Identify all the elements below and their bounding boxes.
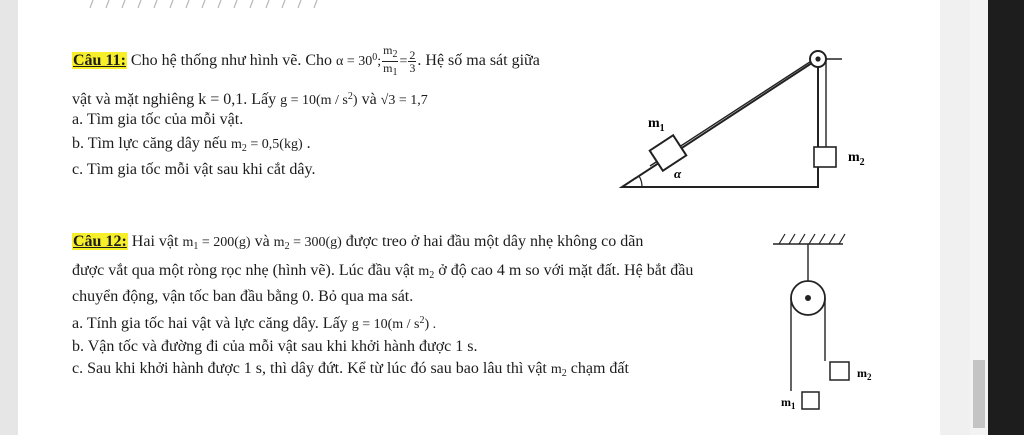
q12-line-2: được vắt qua một ròng rọc nhẹ (hình vẽ). Lúc đầu vật $m_2$ ở độ cao 4 m so với mặt đất. Hệ bắt đầu <box>72 262 694 281</box>
q11-intro: Cho hệ thống như hình vẽ. Cho <box>126 52 337 70</box>
q12-item-b: b. Vận tốc và đường đi của mỗi vật sau khi khởi hành được 1 s. <box>72 338 478 355</box>
q11-label: Câu 11: <box>73 52 126 70</box>
q11-friction: . Hệ số ma sát giữa <box>417 52 540 70</box>
q11-item-a: a. Tìm gia tốc của mỗi vật. <box>72 111 244 128</box>
q12-line-1: Câu 12: Hai vật $m_1 = 200(g)$ và $m_2 = 300(g)$ được treo ở hai đầu một dây nhẹ không co dãn <box>73 233 644 252</box>
label-m1: $m_1$ <box>781 395 796 411</box>
q11-line-1: Câu 11: Cho hệ thống như hình vẽ. Cho $\alpha = 30^0$; $\frac{m_2}{m_1}$ = $\frac{2}{3}$ . Hệ số ma sát giữa <box>73 43 540 78</box>
window-frame-edge <box>988 0 1024 435</box>
q11-line-2: vật và mặt nghiêng k = 0,1. Lấy $g = 10(m / s^2)$ và √3 = 1,7 <box>72 91 428 108</box>
q12-item-a: a. Tính gia tốc hai vật và lực căng dây. Lấy $g = 10(m / s^2)$ . <box>72 315 437 332</box>
q11-ratio-value: $\frac{2}{3}$ <box>409 48 416 75</box>
document-page <box>18 0 940 435</box>
q11-item-c: c. Tìm gia tốc mỗi vật sau khi cắt dây. <box>72 161 316 178</box>
top-hatch-marks <box>88 0 328 8</box>
q12-line-3: chuyển động, vận tốc ban đầu bằng 0. Bỏ qua ma sát. <box>72 288 414 305</box>
left-gutter <box>0 0 18 435</box>
block-m1 <box>802 392 819 409</box>
q11-item-b: b. Tìm lực căng dây nếu $m_2 = 0,5(kg)$ . <box>72 135 311 154</box>
label-m1: $m_1$ <box>648 116 665 134</box>
atwood-pulley-figure <box>753 226 893 421</box>
right-rail <box>940 0 970 435</box>
label-alpha: α <box>674 166 682 181</box>
block-m2 <box>814 147 836 167</box>
label-m2: $m_2$ <box>857 366 872 382</box>
q12-label: Câu 12: <box>73 233 127 250</box>
vertical-scrollbar[interactable] <box>970 0 988 435</box>
label-m2: $m_2$ <box>848 150 865 168</box>
q11-alpha: $\alpha = 30^0$; <box>336 52 382 70</box>
q12-item-c: c. Sau khi khởi hành được 1 s, thì dây đứt. Kể từ lúc đó sau bao lâu thì vật $m_2$ chạm đất <box>72 360 629 379</box>
block-m2 <box>830 362 849 380</box>
q11-gravity: $g = 10(m / s^2)$ <box>280 91 358 108</box>
q11-mass-ratio: $\frac{m_2}{m_1}$ <box>383 43 398 78</box>
q11-sqrt3: √3 = 1,7 <box>380 93 428 108</box>
incline-pulley-figure <box>608 45 868 195</box>
scrollbar-thumb[interactable] <box>973 360 985 428</box>
